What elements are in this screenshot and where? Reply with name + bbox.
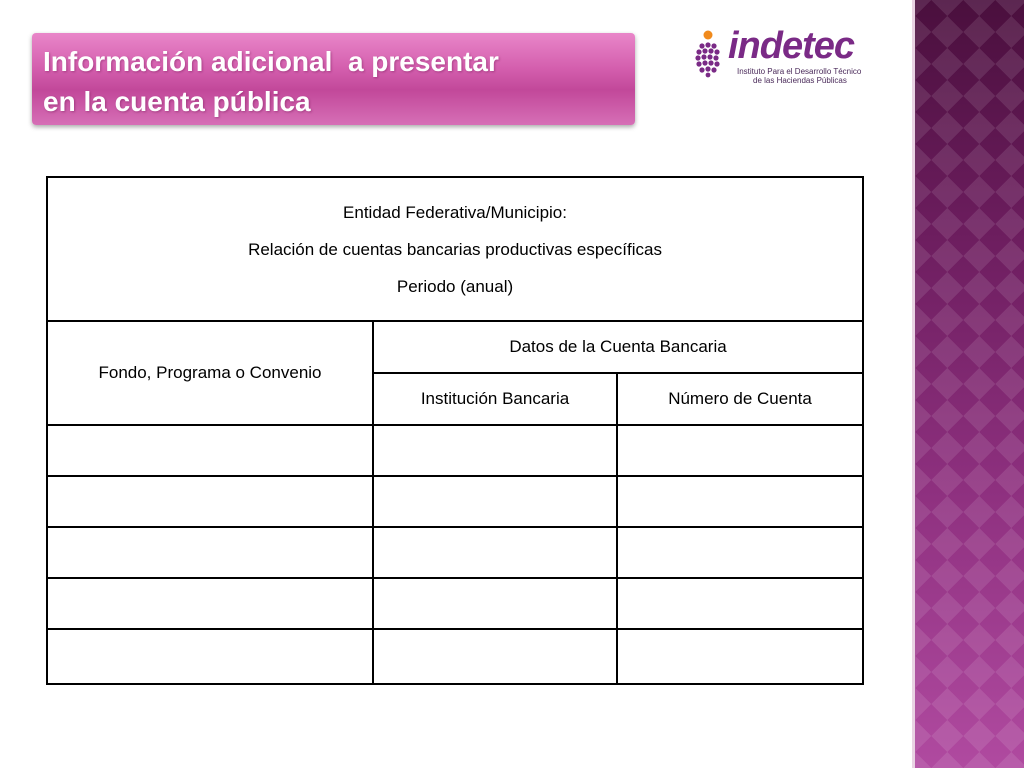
col-header-group: Datos de la Cuenta Bancaria [373,321,863,373]
entity-line: Entidad Federativa/Municipio: [343,202,567,222]
table-cell [617,476,863,527]
table-cell [617,629,863,684]
indetec-logo [692,20,892,90]
col-header-fondo: Fondo, Programa o Convenio [47,321,373,425]
table-cell [47,629,373,684]
table-row [47,527,863,578]
table-cell [47,578,373,629]
table-header-info [47,177,863,321]
period-line: Periodo (anual) [396,276,514,296]
table-cell [617,425,863,476]
table-cell [373,425,617,476]
logo-wordmark: indetec [728,25,855,67]
decorative-sidebar [912,0,1024,768]
table-row [47,578,863,629]
table-cell [47,425,373,476]
table-cell [617,578,863,629]
table-cell [617,527,863,578]
table-cell [373,527,617,578]
logo-subtitle-1: Instituto Para el Desarrollo Técnico [737,67,862,76]
col-header-numero: Número de Cuenta [617,373,863,425]
bank-accounts-table [46,176,864,685]
table-cell [373,578,617,629]
table-cell [47,527,373,578]
table-row [47,425,863,476]
table-cell [47,476,373,527]
table-row [47,629,863,684]
title-line-1: Información adicional a presentar [43,46,499,77]
table-row [47,476,863,527]
logo-subtitle-2: de las Haciendas Públicas [753,76,847,85]
title-banner [32,33,635,125]
table-cell [373,476,617,527]
title-line-2: en la cuenta pública [43,86,311,117]
table-cell [373,629,617,684]
col-header-institucion: Institución Bancaria [373,373,617,425]
report-title-line: Relación de cuentas bancarias productivas específicas [248,239,662,259]
